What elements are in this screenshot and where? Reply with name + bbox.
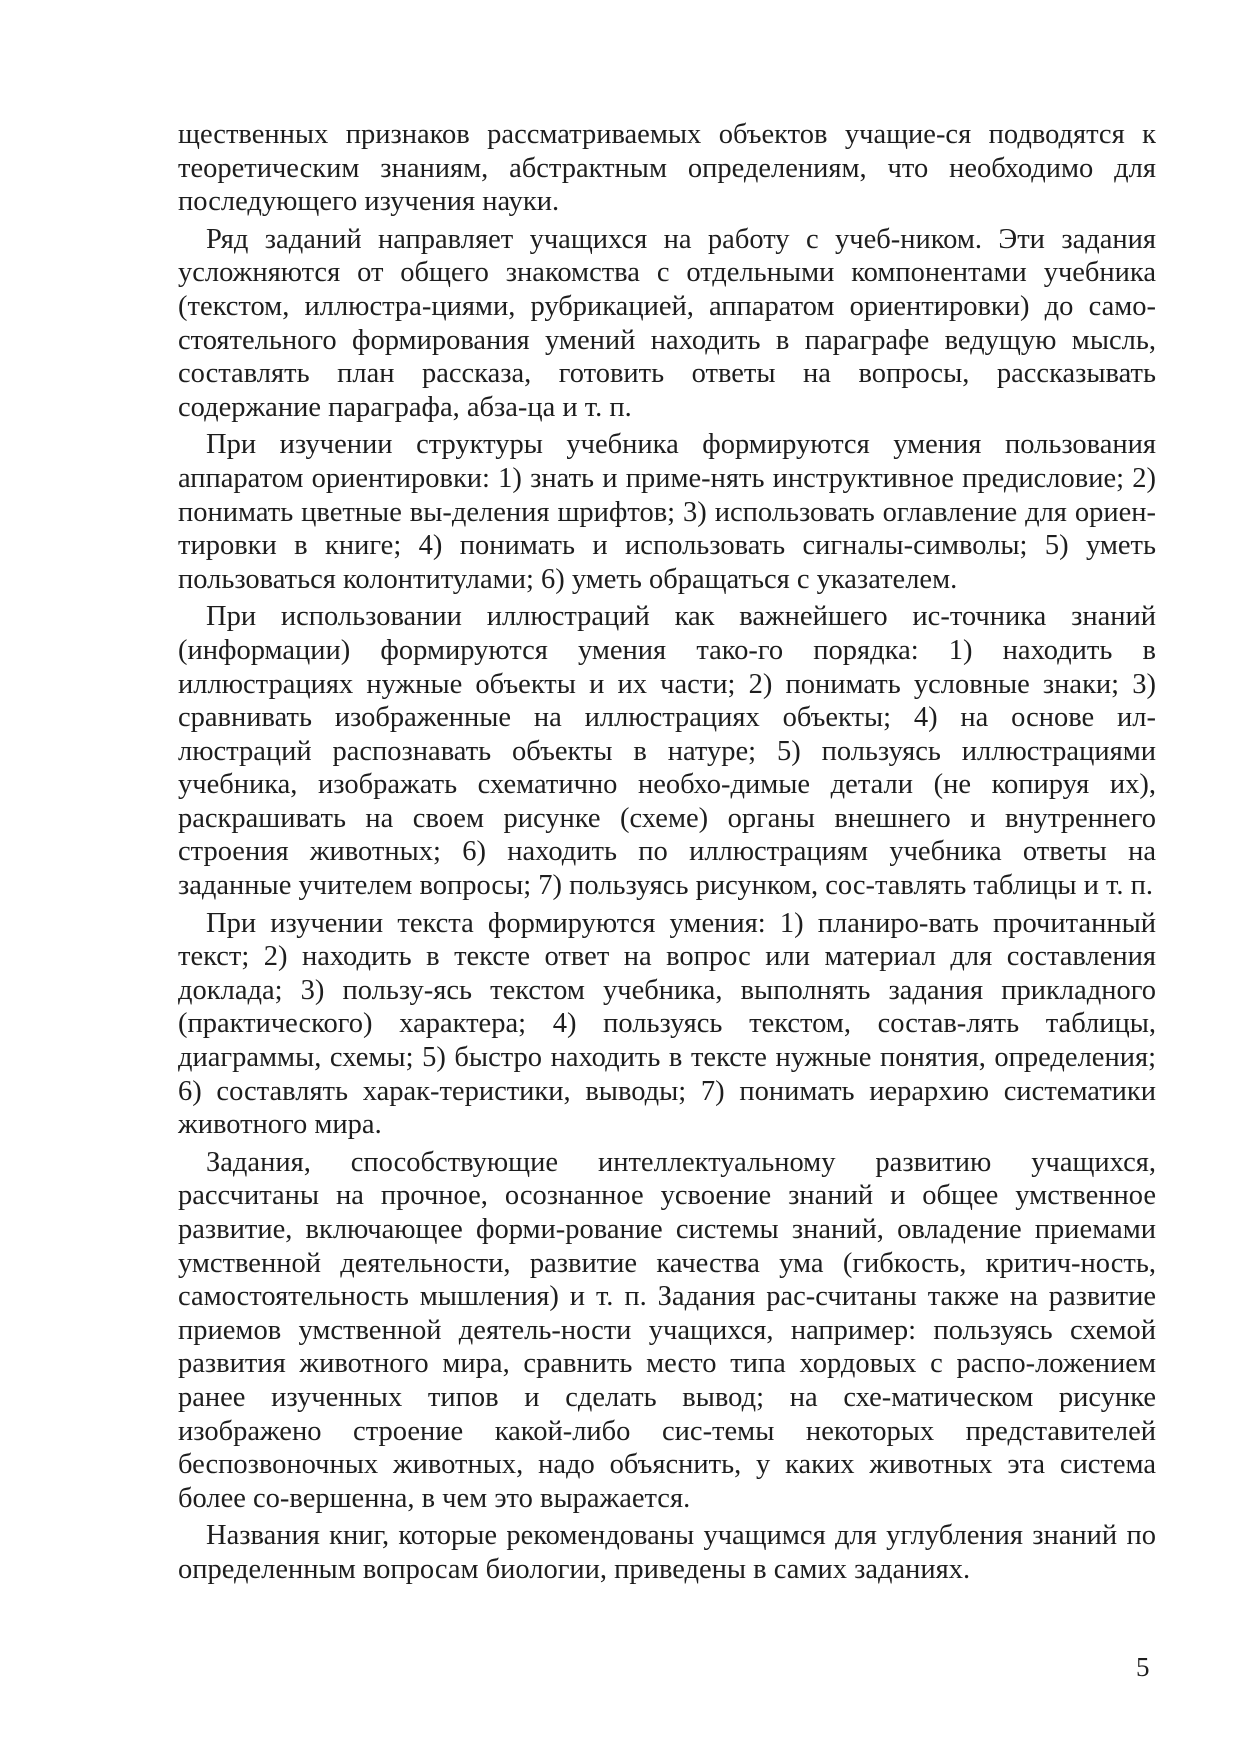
paragraph-textbook-tasks: Ряд заданий направляет учащихся на работу с учеб-ником. Эти задания усложняются от общего знакомства с отдельными компонентами учебника (текстом, иллюстра-циями, рубрикацией, аппаратом ориентировки) до само-стоятельного формирования умений находить в параграфе ведущую мысль, составлять план рассказа, готовить ответы на вопросы, рассказывать содержание параграфа, абза-ца и т. п. xyxy=(178,223,1156,423)
page-number: 5 xyxy=(1136,1652,1150,1682)
paragraph-text-skills: При изучении текста формируются умения: 1) планиро-вать прочитанный текст; 2) находить в тексте ответ на вопрос или материал для составления доклада; 3) пользу-ясь текстом учебника, выполнять задания прикладного (практического) характера; 4) пользуясь текстом, состав-лять таблицы, диаграммы, схемы; 5) быстро находить в тексте нужные понятия, определения; 6) составлять харак-теристики, выводы; 7) понимать иерархию систематики животного мира. xyxy=(178,907,1156,1141)
paragraph-textbook-structure: При изучении структуры учебника формируются умения пользования аппаратом ориентировки: 1) знать и приме-нять инструктивное предисловие; 2) понимать цветные вы-деления шрифтов; 3) использовать оглавление для ориен-тировки в книге; 4) понимать и использовать сигналы-символы; 5) уметь пользоваться колонтитулами; 6) уметь обращаться с указателем. xyxy=(178,429,1156,595)
paragraph-intellectual-development: Задания, способствующие интеллектуальному развитию учащихся, рассчитаны на прочное, осознанное усвоение знаний и общее умственное развитие, включающее форми-рование системы знаний, овладение приемами умственной деятельности, развитие качества ума (гибкость, критич-ность, самостоятельность мышления) и т. п. Задания рас-считаны также на развитие приемов умственной деятель-ности учащихся, например: пользуясь схемой развития животного мира, сравнить место типа хордовых с распо-ложением ранее изученных типов и сделать вывод; на схе-матическом рисунке изображено строение какой-либо сис-темы некоторых представителей беспозвоночных животных, надо объяснить, у каких животных эта система более со-вершенна, в чем это выражается. xyxy=(178,1146,1156,1514)
paragraph-illustrations: При использовании иллюстраций как важнейшего ис-точника знаний (информации) формируются умения тако-го порядка: 1) находить в иллюстрациях нужные объекты и их части; 2) понимать условные знаки; 3) сравнивать изображенные на иллюстрациях объекты; 4) на основе ил-люстраций распознавать объекты в натуре; 5) пользуясь иллюстрациями учебника, изображать схематично необхо-димые детали (не копируя их), раскрашивать на своем рисунке (схеме) органы внешнего и внутреннего строения животных; 6) находить по иллюстрациям учебника ответы на заданные учителем вопросы; 7) пользуясь рисунком, сос-тавлять таблицы и т. п. xyxy=(178,601,1156,902)
body-text xyxy=(178,118,1156,1587)
paragraph-book-titles: Названия книг, которые рекомендованы учащимся для углубления знаний по определенным вопросам биологии, приведены в самих заданиях. xyxy=(178,1520,1156,1585)
paragraph-continuation: щественных признаков рассматриваемых объектов учащие-ся подводятся к теоретическим знаниям, абстрактным определениям, что необходимо для последующего изучения науки. xyxy=(178,119,1156,218)
